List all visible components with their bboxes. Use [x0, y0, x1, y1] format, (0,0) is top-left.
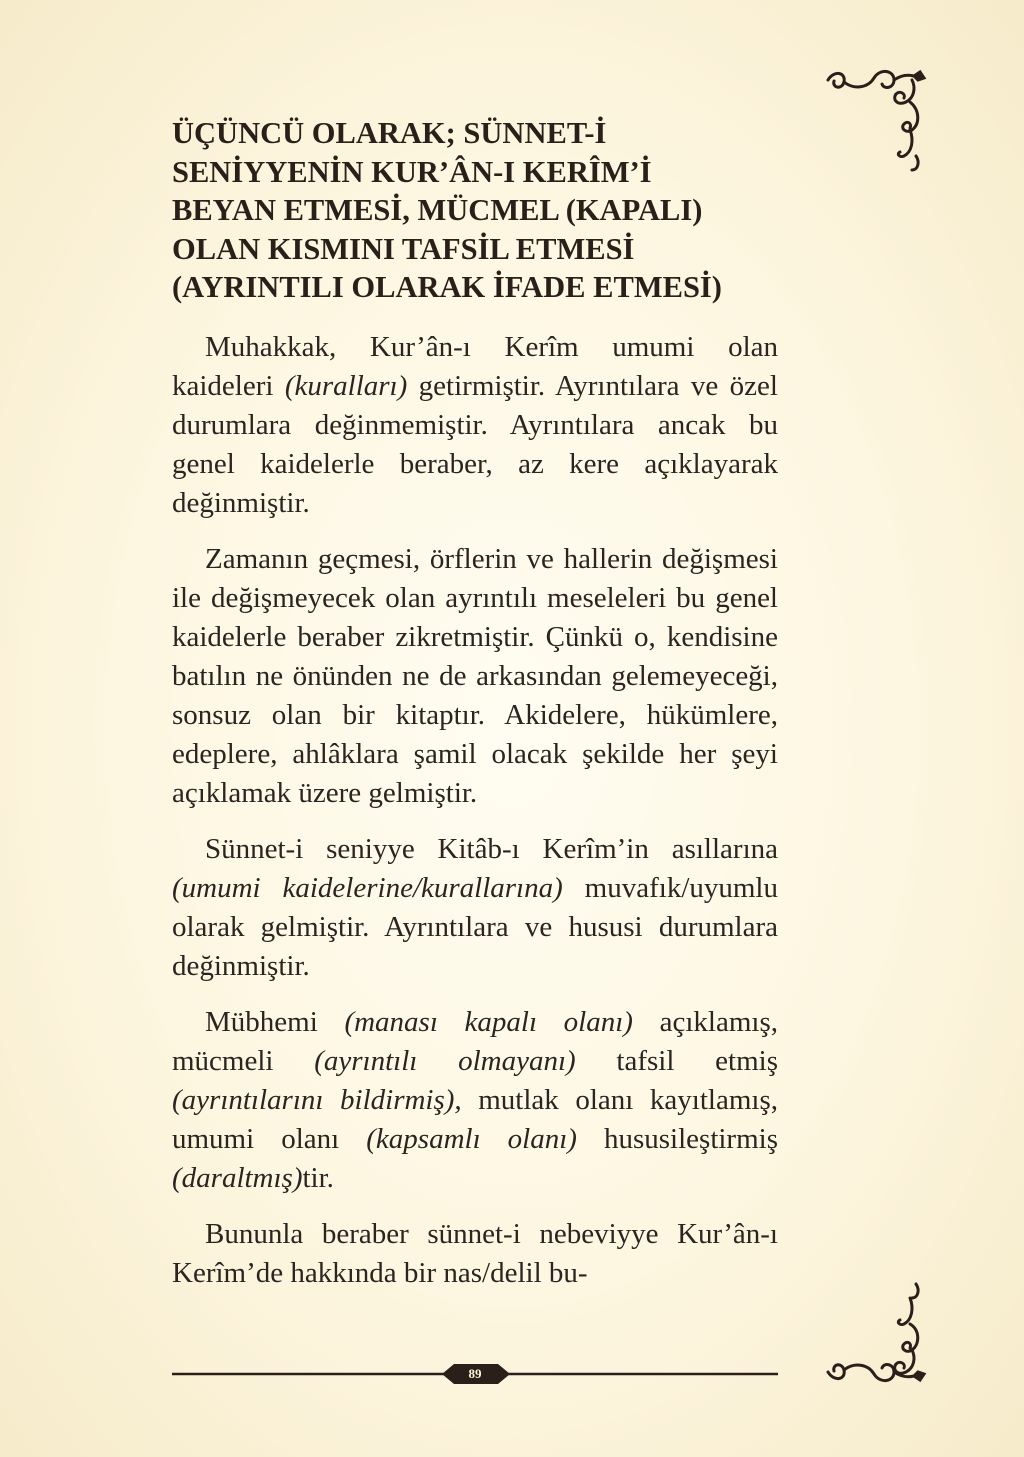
paragraph-4	[172, 1003, 778, 1198]
text-run: tafsil etmiş	[575, 1045, 778, 1077]
text-run: Zamanın geçmesi, örflerin ve hallerin değişmesi ile değişmeyecek olan ayrıntılı meseleleri bu genel kaidelerle beraber zikretmiştir. Çünkü o, kendisine batılın ne önünden ne de arkasından gelemeyeceği, sonsuz olan bir kitaptır. Akidelere, hükümlere, edeplere, ahlâklara şamil olacak şekilde her şeyi açıklamak üzere gelmiştir.	[172, 543, 778, 809]
heading-line: SENİYYENİN KUR’ÂN-I KERÎM’İ	[172, 154, 652, 189]
body-text	[172, 328, 778, 1310]
heading-line: ÜÇÜNCÜ OLARAK; SÜNNET-İ	[172, 116, 607, 150]
text-run: açıklamış, mücmeli	[172, 1006, 778, 1077]
text-run: Mübhemi	[205, 1006, 345, 1038]
italic-gloss: (ayrıntılarını bildirmiş),	[172, 1084, 462, 1116]
italic-gloss: (daraltmış)	[172, 1162, 303, 1194]
text-run: Bununla beraber sünnet-i nebeviyye Kur’ân-ı Kerîm’de hakkında bir nas/delil bu-	[172, 1218, 778, 1289]
text-run: Sünnet-i seniyye Kitâb-ı Kerîm’in asıllarına	[205, 833, 778, 865]
italic-gloss: (kuralları)	[284, 370, 408, 402]
text-run: hususileştirmiş	[576, 1123, 778, 1155]
heading-line: BEYAN ETMESİ, MÜCMEL (KAPALI)	[172, 193, 703, 227]
text-run: getirmiştir. Ayrıntılara ve özel durumlara değinmemiştir. Ayrıntılara ancak bu genel kaidelerle beraber, az kere açıklayarak değinmiştir.	[172, 370, 778, 519]
italic-gloss: (kapsamlı olanı)	[366, 1123, 577, 1155]
text-run: mutlak olanı kayıtlamış, umumi olanı	[172, 1084, 778, 1155]
corner-flourish-top-icon	[820, 66, 932, 176]
italic-gloss: (manası kapalı olanı)	[344, 1006, 633, 1038]
heading-line: OLAN KISMINI TAFSİL ETMESİ	[172, 231, 635, 266]
paragraph-1	[172, 328, 778, 523]
italic-gloss: (ayrıntılı olmayanı)	[314, 1045, 576, 1077]
text-run: tir.	[302, 1162, 334, 1194]
paragraph-5	[172, 1215, 778, 1293]
paragraph-2	[172, 540, 778, 813]
paragraph-3	[172, 830, 778, 986]
page-number: 89	[468, 1366, 482, 1381]
italic-gloss: (umumi kaidelerine/kurallarına)	[172, 872, 563, 904]
section-heading	[172, 114, 782, 307]
heading-line: (AYRINTILI OLARAK İFADE ETMESİ)	[172, 270, 722, 304]
corner-flourish-bottom-icon	[820, 1276, 932, 1386]
text-run: Muhakkak, Kur’ân-ı Kerîm umumi olan kaideleri	[172, 331, 778, 402]
text-run: muvafık/uyumlu olarak gelmiştir. Ayrıntılara ve hususi durumlara değinmiştir.	[172, 872, 778, 982]
